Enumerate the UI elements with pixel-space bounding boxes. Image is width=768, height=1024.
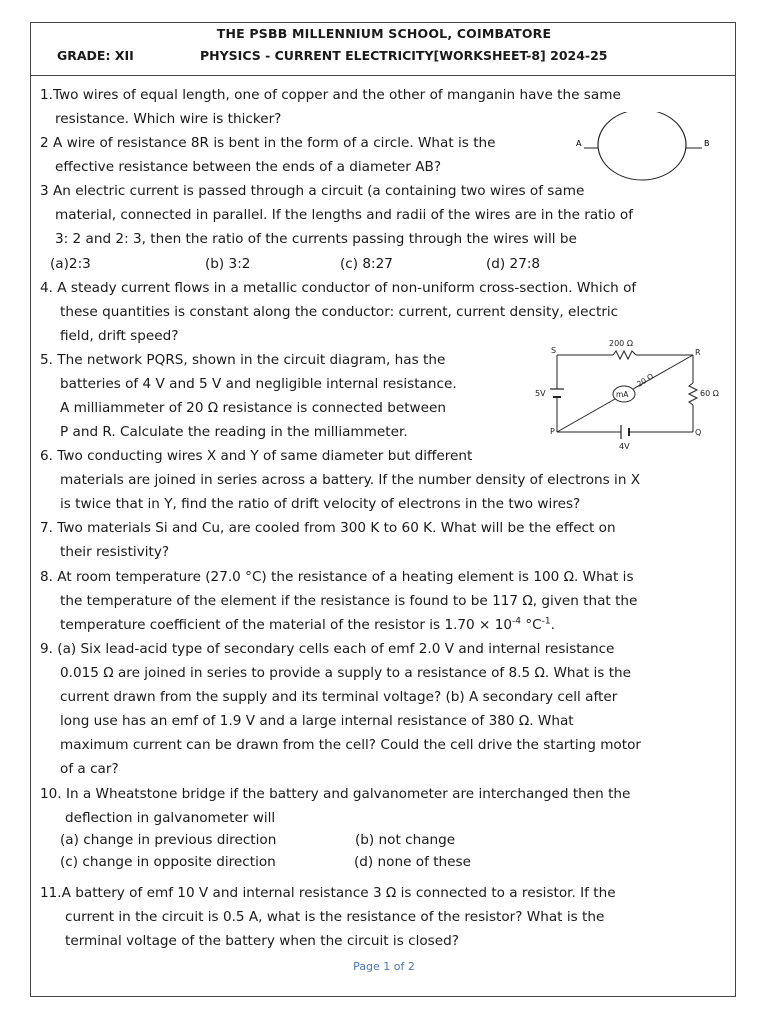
question-11-line-2: current in the circuit is 0.5 A, what is the resistance of the resistor? What is the — [65, 909, 605, 925]
meter-resistor-label: 20 Ω — [635, 371, 656, 389]
question-10-line-2: deflection in galvanometer will — [65, 810, 276, 826]
question-11-line-1: 11.A battery of emf 10 V and internal resistance 3 Ω is connected to a resistor. If the — [40, 885, 616, 901]
point-a-label: A — [576, 139, 582, 148]
question-8-line-2: the temperature of the element if the resistance is found to be 117 Ω, given that the — [60, 593, 638, 609]
question-10-option-a: (a) change in previous direction — [60, 832, 277, 848]
header-divider — [30, 75, 736, 76]
question-7-line-1: 7. Two materials Si and Cu, are cooled from 300 K to 60 K. What will be the effect on — [40, 520, 616, 536]
question-4-line-2: these quantities is constant along the conductor: current, current density, electric — [60, 304, 619, 320]
wire-diagonal-p — [557, 399, 615, 432]
question-5-line-3: A milliammeter of 20 Ω resistance is connected between — [60, 400, 446, 416]
battery-4v-label: 4V — [619, 442, 630, 451]
question-8-unit: °C — [521, 617, 542, 633]
grade-label: GRADE: XII — [57, 48, 134, 63]
question-6-line-2: materials are joined in series across a battery. If the number density of electrons in X — [60, 472, 641, 488]
page-number: Page 1 of 2 — [353, 960, 415, 973]
resistor-60-label: 60 Ω — [700, 389, 719, 398]
question-2-line-2: effective resistance between the ends of a diameter AB? — [55, 159, 442, 175]
school-name: THE PSBB MILLENNIUM SCHOOL, COIMBATORE — [216, 26, 552, 41]
question-3-option-b: (b) 3:2 — [205, 256, 251, 272]
circuit-diagram — [533, 335, 733, 453]
question-3-option-a: (a)2:3 — [50, 256, 91, 272]
question-10-option-c: (c) change in opposite direction — [60, 854, 276, 870]
resistor-200-label: 200 Ω — [609, 339, 633, 348]
question-5-line-2: batteries of 4 V and 5 V and negligible internal resistance. — [60, 376, 457, 392]
question-8-exponent-1: -4 — [512, 616, 522, 627]
node-q-label: Q — [695, 428, 702, 437]
question-8-line-3 — [60, 616, 555, 634]
question-9-line-2: 0.015 Ω are joined in series to provide a supply to a resistance of 8.5 Ω. What is the — [60, 665, 631, 681]
question-8-line-1: 8. At room temperature (27.0 °C) the resistance of a heating element is 100 Ω. What is — [40, 569, 634, 585]
question-9-line-4: long use has an emf of 1.9 V and a large internal resistance of 380 Ω. What — [60, 713, 574, 729]
question-8-end: . — [550, 617, 555, 633]
question-8-line-3-text: temperature coefficient of the material of the resistor is 1.70 × 10 — [60, 617, 513, 633]
resistor-60 — [689, 383, 697, 405]
question-9-line-3: current drawn from the supply and its terminal voltage? (b) A secondary cell after — [60, 689, 618, 705]
meter-label: mA — [616, 390, 629, 399]
question-11-line-3: terminal voltage of the battery when the circuit is closed? — [65, 933, 459, 949]
question-5-line-1: 5. The network PQRS, shown in the circuit diagram, has the — [40, 352, 446, 368]
question-4-line-3: field, drift speed? — [60, 328, 179, 344]
worksheet-title: PHYSICS - CURRENT ELECTRICITY[WORKSHEET-8] 2024-25 — [200, 48, 608, 63]
question-3-option-c: (c) 8:27 — [340, 256, 393, 272]
point-b-label: B — [704, 139, 710, 148]
question-10-line-1: 10. In a Wheatstone bridge if the battery and galvanometer are interchanged then the — [40, 786, 631, 802]
question-10-option-d: (d) none of these — [354, 854, 471, 870]
node-p-label: P — [550, 427, 555, 436]
question-3-line-2: material, connected in parallel. If the lengths and radii of the wires are in the ratio of — [55, 207, 634, 223]
question-9-line-5: maximum current can be drawn from the cell? Could the cell drive the starting motor — [60, 737, 641, 753]
question-7-line-2: their resistivity? — [60, 544, 170, 560]
question-9-line-6: of a car? — [60, 761, 119, 777]
question-10-option-b: (b) not change — [355, 832, 456, 848]
question-6-line-1: 6. Two conducting wires X and Y of same diameter but different — [40, 448, 473, 464]
question-4-line-1: 4. A steady current flows in a metallic conductor of non-uniform cross-section. Which of — [40, 280, 637, 296]
circle-diagram — [570, 112, 720, 182]
wire-circle — [598, 112, 686, 180]
question-5-line-4: P and R. Calculate the reading in the milliammeter. — [60, 424, 408, 440]
question-1-line-2: resistance. Which wire is thicker? — [55, 111, 282, 127]
question-3-option-d: (d) 27:8 — [486, 256, 541, 272]
question-3-line-1: 3 An electric current is passed through a circuit (a containing two wires of same — [40, 183, 585, 199]
battery-5v-label: 5V — [535, 389, 546, 398]
question-8-exponent-2: -1 — [541, 616, 551, 627]
question-2-line-1: 2 A wire of resistance 8R is bent in the form of a circle. What is the — [40, 135, 496, 151]
node-s-label: S — [551, 346, 557, 355]
question-1-line-1: 1.Two wires of equal length, one of copper and the other of manganin have the same — [40, 87, 621, 103]
node-r-label: R — [695, 348, 701, 357]
question-6-line-3: is twice that in Y, find the ratio of drift velocity of electrons in the two wires? — [60, 496, 581, 512]
resistor-200 — [613, 351, 636, 359]
question-9-line-1: 9. (a) Six lead-acid type of secondary cells each of emf 2.0 V and internal resistance — [40, 641, 615, 657]
question-3-line-3: 3: 2 and 2: 3, then the ratio of the currents passing through the wires will be — [55, 231, 577, 247]
